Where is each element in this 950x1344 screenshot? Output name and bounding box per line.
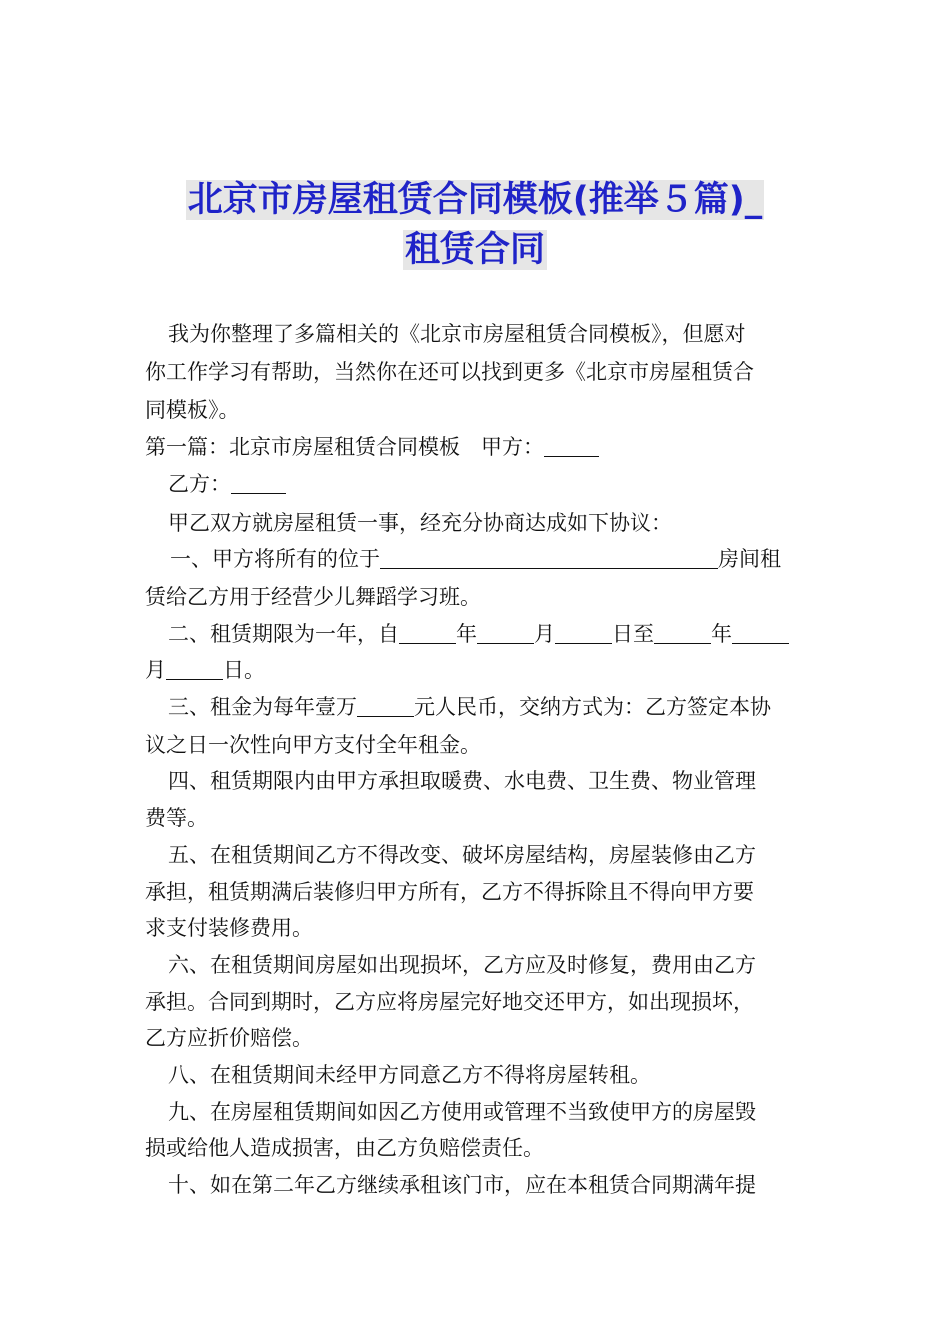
part-one-heading xyxy=(145,432,815,462)
clause-2-line-2 xyxy=(145,655,815,685)
clause-10-line-1: 十、如在第二年乙方继续承租该门市，应在本租赁合同期满年提 xyxy=(168,1173,756,1197)
clause-2-line-1 xyxy=(168,619,838,649)
start-year-blank xyxy=(399,621,456,644)
clause-5-line-3: 求支付装修费用。 xyxy=(145,916,313,940)
end-day-label: 日。 xyxy=(223,658,265,682)
clause-5-line-1: 五、在租赁期间乙方不得改变、破坏房屋结构，房屋装修由乙方 xyxy=(168,843,756,867)
clause-3-text-b: 元人民币，交纳方式为：乙方签定本协 xyxy=(414,695,771,719)
clause-5-line-2: 承担，租赁期满后装修归甲方所有，乙方不得拆除且不得向甲方要 xyxy=(145,880,754,904)
document-title-line-1: 北京市房屋租赁合同模板(推举５篇)_ xyxy=(187,180,763,220)
start-month-blank xyxy=(477,621,534,644)
end-day-blank xyxy=(166,657,223,680)
day-to-label: 日至 xyxy=(612,622,654,646)
clause-3-line-2: 议之日一次性向甲方支付全年租金。 xyxy=(145,733,481,757)
location-blank xyxy=(380,546,718,569)
month-label: 月 xyxy=(534,622,555,646)
intro-line-2: 你工作学习有帮助，当然你在还可以找到更多《北京市房屋租赁合 xyxy=(145,360,754,384)
clause-3-text-a: 三、租金为每年壹万 xyxy=(168,695,357,719)
clause-1-line-2: 赁给乙方用于经营少儿舞蹈学习班。 xyxy=(145,585,481,609)
clause-3-line-1 xyxy=(168,692,838,722)
clause-1-text-a: 一、甲方将所有的位于 xyxy=(170,547,380,571)
clause-2-text: 二、租赁期限为一年，自 xyxy=(168,622,399,646)
party-b-label: 乙方： xyxy=(168,472,231,496)
intro-line-3: 同模板》。 xyxy=(145,398,240,422)
end-year-label: 年 xyxy=(711,622,732,646)
end-month-blank xyxy=(732,621,789,644)
clause-4-line-1: 四、租赁期限内由甲方承担取暖费、水电费、卫生费、物业管理 xyxy=(168,769,756,793)
party-a-blank xyxy=(544,434,599,457)
intro-line-1: 我为你整理了多篇相关的《北京市房屋租赁合同模板》，但愿对 xyxy=(168,322,746,346)
clause-6-line-3: 乙方应折价赔偿。 xyxy=(145,1026,313,1050)
party-b-blank xyxy=(231,471,286,494)
part-one-heading-text: 第一篇：北京市房屋租赁合同模板 甲方： xyxy=(145,435,544,459)
clause-4-line-2: 费等。 xyxy=(145,806,208,830)
start-day-blank xyxy=(555,621,612,644)
clause-6-line-1: 六、在租赁期间房屋如出现损坏，乙方应及时修复，费用由乙方 xyxy=(168,953,756,977)
agreement-intro: 甲乙双方就房屋租赁一事，经充分协商达成如下协议： xyxy=(168,511,672,535)
clause-9-line-1: 九、在房屋租赁期间如因乙方使用或管理不当致使甲方的房屋毁 xyxy=(168,1100,756,1124)
document-title-line-2: 租赁合同 xyxy=(404,230,545,270)
clause-9-line-2: 损或给他人造成损害，由乙方负赔偿责任。 xyxy=(145,1136,544,1160)
party-b-line xyxy=(168,469,838,499)
end-year-blank xyxy=(654,621,711,644)
end-month-label: 月 xyxy=(145,658,166,682)
clause-1-line-1 xyxy=(170,544,840,574)
clause-8-line-1: 八、在租赁期间未经甲方同意乙方不得将房屋转租。 xyxy=(168,1063,651,1087)
rent-amount-blank xyxy=(357,694,414,717)
clause-6-line-2: 承担。合同到期时，乙方应将房屋完好地交还甲方，如出现损坏， xyxy=(145,990,754,1014)
year-label: 年 xyxy=(456,622,477,646)
clause-1-text-b: 房间租 xyxy=(718,547,781,571)
